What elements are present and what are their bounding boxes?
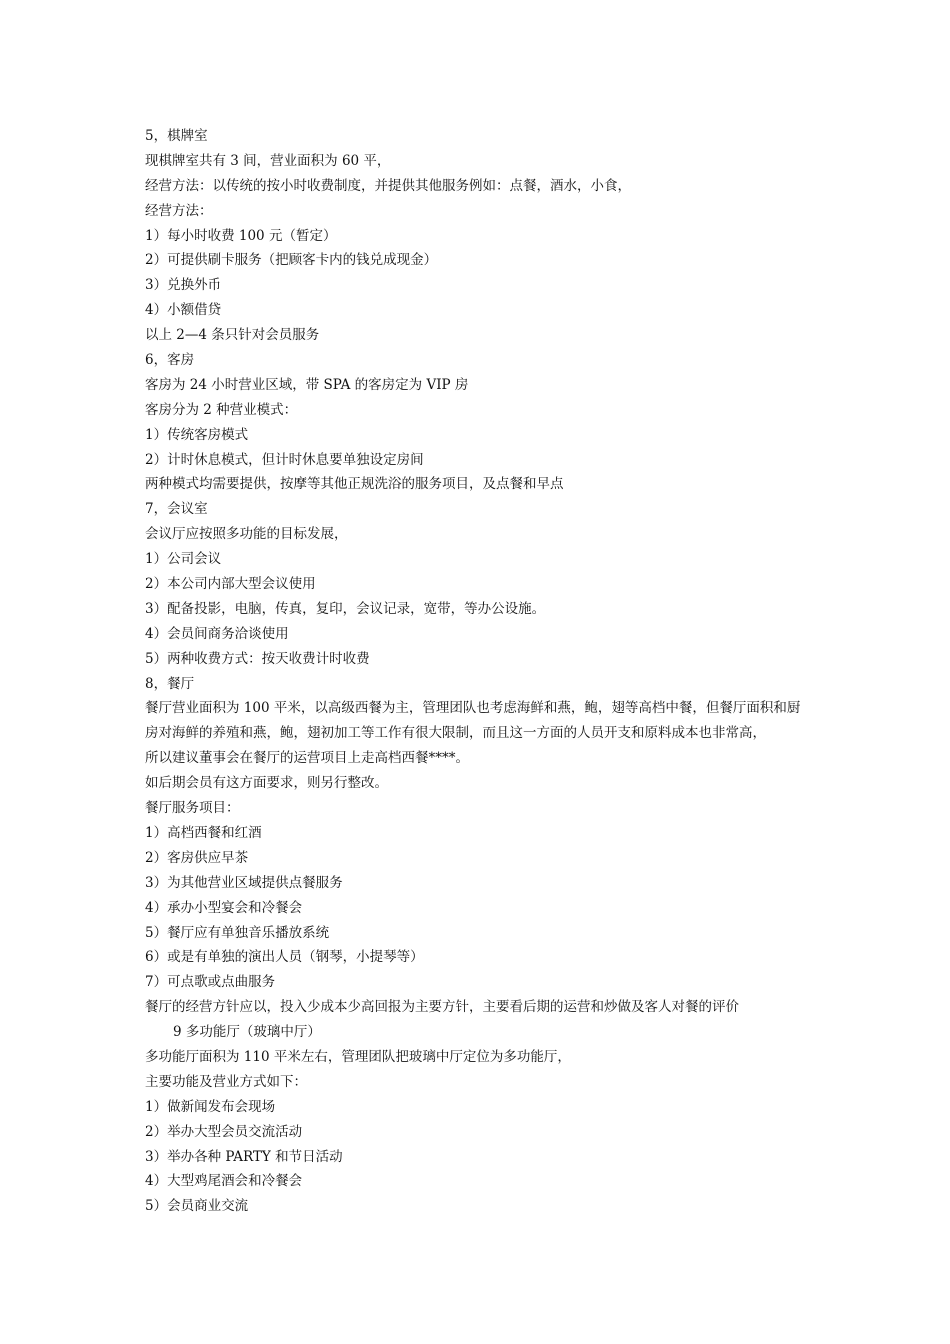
text-line: 4）大型鸡尾酒会和冷餐会 — [145, 1173, 303, 1190]
text-line: 1）做新闻发布会现场 — [145, 1098, 276, 1115]
document-body — [145, 124, 815, 1219]
text-line: 1）高档西餐和红酒 — [145, 824, 262, 841]
text-line: 4）小额借贷 — [145, 302, 222, 319]
text-line: 餐厅营业面积为 100 平米，以高级西餐为主，管理团队也考虑海鲜和燕，鲍，翅等高档中餐，但餐厅面积和厨 — [145, 700, 801, 717]
text-line: 现棋牌室共有 3 间，营业面积为 60 平， — [145, 152, 391, 169]
text-line: 两种模式均需要提供，按摩等其他正规洗浴的服务项目，及点餐和早点 — [145, 476, 564, 493]
text-line: 主要功能及营业方式如下： — [145, 1073, 307, 1090]
text-line: 如后期会员有这方面要求，则另行整改。 — [145, 775, 388, 792]
text-line: 经营方法：以传统的按小时收费制度，并提供其他服务例如：点餐，酒水，小食， — [145, 177, 631, 194]
text-line: 客房分为 2 种营业模式： — [145, 401, 298, 418]
text-line: 2）计时休息模式，但计时休息要单独设定房间 — [145, 451, 424, 468]
text-line: 2）客房供应早茶 — [145, 849, 249, 866]
text-line: 4）会员间商务洽谈使用 — [145, 625, 289, 642]
text-line: 以上 2—4 条只针对会员服务 — [145, 327, 320, 344]
text-line: 2）本公司内部大型会议使用 — [145, 576, 316, 593]
text-line: 4）承办小型宴会和冷餐会 — [145, 899, 303, 916]
text-line: 2）举办大型会员交流活动 — [145, 1123, 303, 1140]
text-line: 多功能厅面积为 110 平米左右，管理团队把玻璃中厅定位为多功能厅， — [145, 1048, 571, 1065]
text-line: 7）可点歌或点曲服务 — [145, 974, 276, 991]
text-line: 会议厅应按照多功能的目标发展， — [145, 526, 348, 543]
text-line: 客房为 24 小时营业区域，带 SPA 的客房定为 VIP 房 — [145, 376, 469, 393]
text-line: 5）餐厅应有单独音乐播放系统 — [145, 924, 330, 941]
text-line: 3）举办各种 PARTY 和节日活动 — [145, 1148, 343, 1165]
text-line: 房对海鲜的养殖和燕，鲍，翅初加工等工作有很大限制，而且这一方面的人员开支和原料成本也非常高， — [145, 725, 766, 742]
text-line: 3）配备投影，电脑，传真，复印，会议记录，宽带，等办公设施。 — [145, 600, 546, 617]
text-line: 5）两种收费方式：按天收费计时收费 — [145, 650, 370, 667]
text-line: 所以建议董事会在餐厅的运营项目上走高档西餐****。 — [145, 750, 469, 767]
text-line: 经营方法： — [145, 202, 213, 219]
text-line: 6，客房 — [145, 352, 195, 369]
text-line: 1）传统客房模式 — [145, 426, 249, 443]
text-line: 1）公司会议 — [145, 551, 222, 568]
text-line: 餐厅服务项目： — [145, 800, 240, 817]
text-line: 5，棋牌室 — [145, 128, 208, 144]
text-line: 5）会员商业交流 — [145, 1198, 249, 1215]
text-line: 1）每小时收费 100 元（暂定） — [145, 227, 337, 244]
text-line: 3）兑换外币 — [145, 277, 222, 294]
text-line: 3）为其他营业区域提供点餐服务 — [145, 874, 343, 891]
text-line: 餐厅的经营方针应以，投入少成本少高回报为主要方针，主要看后期的运营和炒做及客人对餐的评价 — [145, 999, 739, 1016]
text-line: 9 多功能厅（玻璃中厅） — [173, 1024, 321, 1041]
text-line: 6）或是有单独的演出人员（钢琴，小提琴等） — [145, 949, 424, 966]
text-line: 8，餐厅 — [145, 675, 195, 692]
text-line: 7，会议室 — [145, 501, 208, 518]
text-line: 2）可提供刷卡服务（把顾客卡内的钱兑成现金） — [145, 252, 438, 269]
